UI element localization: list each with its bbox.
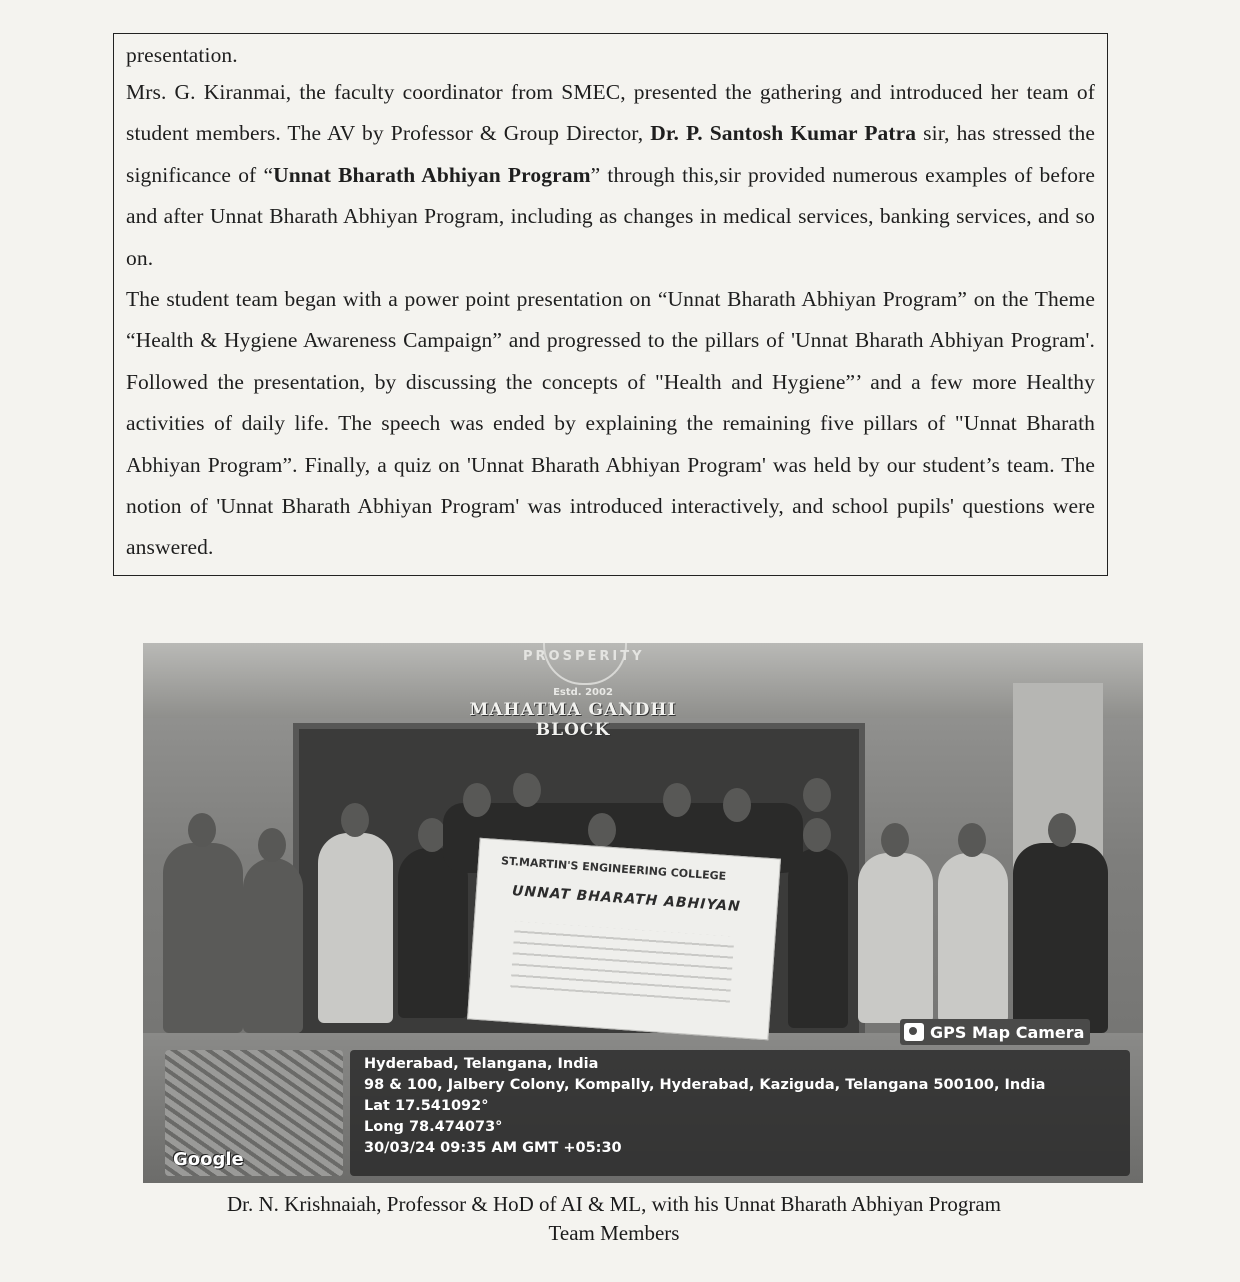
person-head: [418, 818, 446, 852]
para1-text-1: Mrs. G. Kiranmai, the faculty coordinator from SMEC, presented the gathering and introduced her team of student members. The AV by Professor & Group Director,: [126, 80, 1095, 146]
person-head: [341, 803, 369, 837]
person-head: [663, 783, 691, 817]
geo-datetime: 30/03/24 09:35 AM GMT +05:30: [364, 1140, 622, 1156]
banner-fine-print: [510, 921, 734, 1006]
person-head: [188, 813, 216, 847]
google-logo: Google: [173, 1149, 244, 1170]
photo-caption: [0, 1190, 1228, 1248]
block-sign: MAHATMA GANDHI BLOCK: [469, 700, 677, 740]
person-silhouette: [1013, 843, 1108, 1033]
paragraph-intro-end: presentation.: [126, 43, 238, 67]
event-photo: [143, 643, 1143, 1183]
person-head: [881, 823, 909, 857]
person-silhouette: [398, 848, 468, 1018]
person-silhouette: [858, 853, 933, 1023]
paragraph-student-team: The student team began with a power point presentation on “Unnat Bharath Abhiyan Program” on the Theme “Health & Hygiene Awareness Campaign” and progressed to the pillars of 'Unnat Bharath Abhiyan Program'. Followed the presentation, by discussing the concepts of "Health and Hygiene”’ and a few more Healthy activities of daily life. The speech was ended by explaining the remaining five pillars of "Unnat Bharath Abhiyan Program”. Finally, a quiz on 'Unnat Bharath Abhiyan Program' was held by our student’s team. The notion of 'Unnat Bharath Abhiyan Program' was introduced interactively, and school pupils' questions were answered.: [126, 287, 1095, 560]
paragraph-coordinator: [126, 72, 1095, 279]
program-name: Unnat Bharath Abhiyan Program: [273, 162, 591, 187]
crest-motto: PROSPERITY: [523, 649, 645, 664]
person-silhouette: [318, 833, 393, 1023]
map-thumbnail: [165, 1050, 343, 1176]
person-head: [1048, 813, 1076, 847]
para1-text-2: sir, has stressed the significance of “: [126, 121, 1095, 187]
person-head: [588, 813, 616, 847]
person-head: [258, 828, 286, 862]
geo-longitude: Long 78.474073°: [364, 1119, 503, 1135]
crest-estd: Estd. 2002: [553, 687, 613, 698]
person-silhouette: [788, 848, 848, 1028]
report-text-box: [113, 33, 1108, 576]
program-banner: [467, 838, 781, 1041]
person-head: [463, 783, 491, 817]
person-head: [513, 773, 541, 807]
camera-icon: [904, 1023, 924, 1041]
person-head: [803, 818, 831, 852]
gps-label-text: GPS Map Camera: [930, 1022, 1085, 1042]
geo-latitude: Lat 17.541092°: [364, 1098, 489, 1114]
caption-line-2: Team Members: [548, 1221, 680, 1245]
gps-map-camera-label: [900, 1019, 1090, 1045]
geo-city: Hyderabad, Telangana, India: [364, 1056, 599, 1072]
banner-title: UNNAT BHARATH ABHIYAN: [511, 883, 742, 916]
person-head: [803, 778, 831, 812]
person-head: [723, 788, 751, 822]
geo-address: 98 & 100, Jalbery Colony, Kompally, Hyderabad, Kaziguda, Telangana 500100, India: [364, 1077, 1046, 1093]
para1-text-3: ” through this,sir provided numerous examples of before and after Unnat Bharath Abhiyan Program, including as changes in medical services, banking services, and so on.: [126, 162, 1095, 270]
person-silhouette: [243, 858, 303, 1033]
group-director-name: Dr. P. Santosh Kumar Patra: [650, 121, 917, 146]
caption-line-1: Dr. N. Krishnaiah, Professor & HoD of AI & ML, with his Unnat Bharath Abhiyan Program: [227, 1192, 1001, 1216]
banner-college-name: ST.MARTIN'S ENGINEERING COLLEGE: [500, 854, 727, 883]
geo-tag-box: [350, 1050, 1130, 1176]
person-silhouette: [163, 843, 243, 1033]
person-head: [958, 823, 986, 857]
person-silhouette: [938, 853, 1008, 1023]
